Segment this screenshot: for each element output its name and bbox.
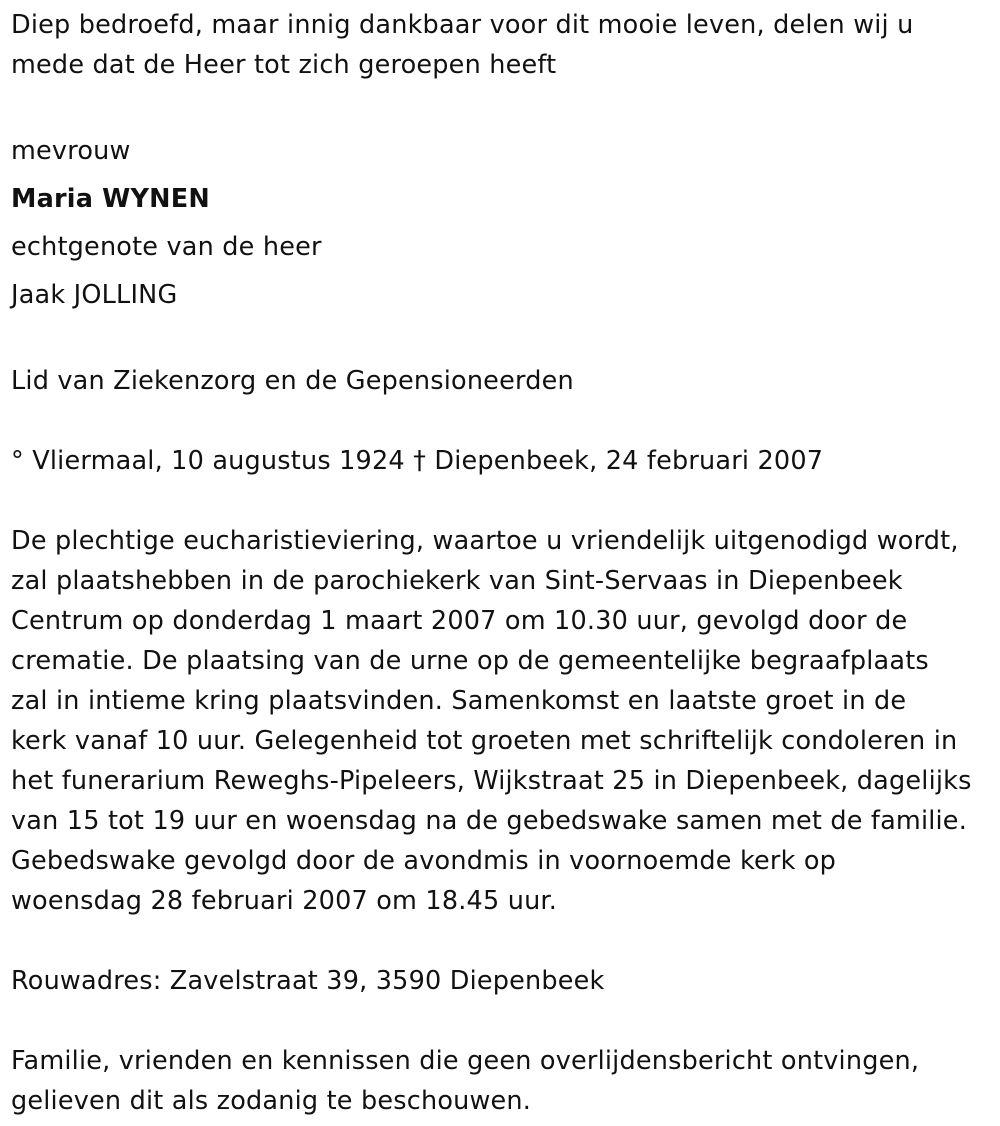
spacer — [11, 481, 996, 521]
ceremony-line: kerk vanaf 10 uur. Gelegenheid tot groeten met schriftelijk condoleren in — [11, 726, 958, 756]
spacer — [11, 1001, 996, 1041]
closing-paragraph — [11, 1041, 996, 1121]
ceremony-paragraph — [11, 521, 996, 921]
ceremony-line: van 15 tot 19 uur en woensdag na de gebedswake samen met de familie. — [11, 806, 968, 836]
intro-line: mede dat de Heer tot zich geroepen heeft — [11, 50, 557, 80]
death-notice — [11, 5, 996, 1121]
spouse-name: Jaak JOLLING — [11, 280, 178, 310]
spacer — [11, 401, 996, 441]
membership-line: Lid van Ziekenzorg en de Gepensioneerden — [11, 366, 574, 396]
deceased-name: Maria WYNEN — [11, 184, 210, 214]
ceremony-line: zal in intieme kring plaatsvinden. Samenkomst en laatste groet in de — [11, 686, 907, 716]
relation-text: echtgenote van de heer — [11, 232, 322, 262]
honorific: mevrouw — [11, 136, 131, 166]
ceremony-line: zal plaatshebben in de parochiekerk van Sint-Servaas in Diepenbeek — [11, 566, 903, 596]
intro-paragraph — [11, 5, 996, 85]
spacer — [11, 85, 996, 125]
ceremony-line: het funerarium Reweghs-Pipeleers, Wijkstraat 25 in Diepenbeek, dagelijks — [11, 766, 972, 796]
deceased-block — [11, 127, 996, 319]
mourning-address: Rouwadres: Zavelstraat 39, 3590 Diepenbeek — [11, 966, 605, 996]
ceremony-line: Centrum op donderdag 1 maart 2007 om 10.30 uur, gevolgd door de — [11, 606, 908, 636]
intro-line: Diep bedroefd, maar innig dankbaar voor dit mooie leven, delen wij u — [11, 10, 914, 40]
spacer — [11, 321, 996, 361]
ceremony-line: crematie. De plaatsing van de urne op de gemeentelijke begraafplaats — [11, 646, 929, 676]
ceremony-line: woensdag 28 februari 2007 om 18.45 uur. — [11, 886, 558, 916]
ceremony-line: De plechtige eucharistieviering, waartoe u vriendelijk uitgenodigd wordt, — [11, 526, 959, 556]
closing-line: Familie, vrienden en kennissen die geen overlijdensbericht ontvingen, — [11, 1046, 920, 1076]
birth-death-dates: ° Vliermaal, 10 augustus 1924 † Diepenbeek, 24 februari 2007 — [11, 446, 824, 476]
closing-line: gelieven dit als zodanig te beschouwen. — [11, 1086, 532, 1116]
spacer — [11, 921, 996, 961]
ceremony-line: Gebedswake gevolgd door de avondmis in voornoemde kerk op — [11, 846, 837, 876]
